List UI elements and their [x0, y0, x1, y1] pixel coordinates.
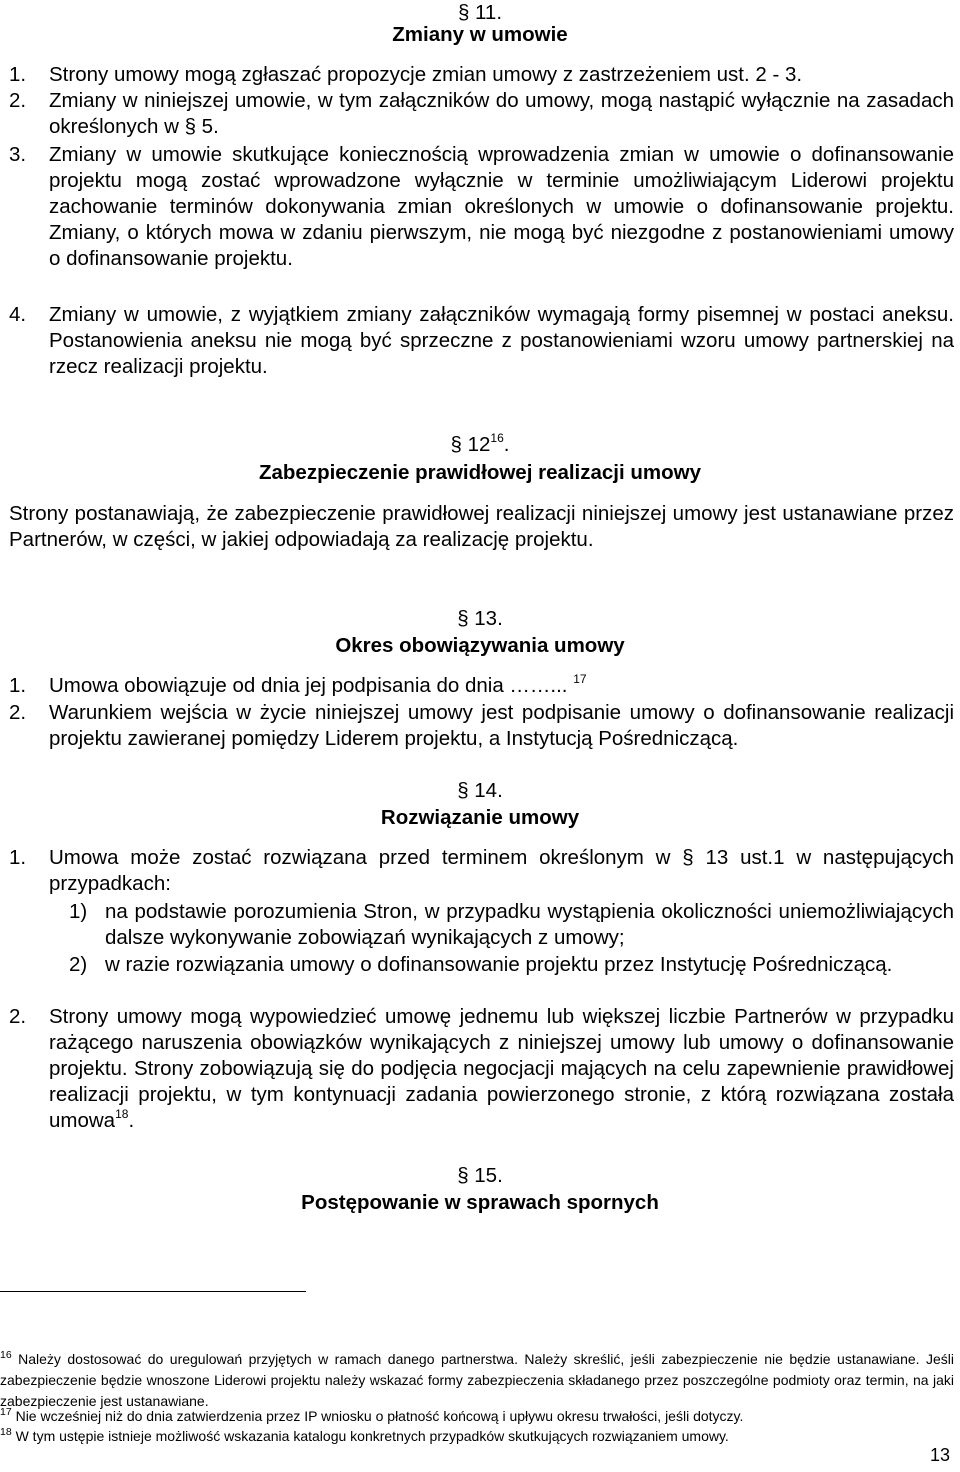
section-14-number: § 14.: [457, 779, 503, 802]
section-11-number: § 11.: [457, 1, 503, 24]
footnote-text: Nie wcześniej niż do dnia zatwierdzenia przez IP wniosku o płatność końcową i upływu okresu trwałości, jeśli dotyczy.: [15, 1408, 744, 1424]
section-12-title: Zabezpieczenie prawidłowej realizacji umowy: [258, 461, 702, 484]
section-13-number: § 13.: [457, 607, 503, 630]
item-number: 1.: [9, 63, 27, 86]
footnote-text: W tym ustępie istnieje możliwość wskazania katalogu konkretnych przypadków skutkujących rozwiązaniem umowy.: [15, 1428, 729, 1444]
item-number: 2.: [9, 89, 27, 112]
item-text: Zmiany w niniejszej umowie, w tym załączników do umowy, mogą nastąpić wyłącznie na zasadach określonych w § 5.: [49, 89, 954, 138]
section-15-title: Postępowanie w sprawach spornych: [301, 1191, 659, 1214]
section-12-number: § $12^{16}$.: [450, 431, 510, 456]
subitem-number: 1): [69, 900, 88, 923]
subitem-text: na podstawie porozumienia Stron, w przypadku wystąpienia okoliczności uniemożliwiających dalsze wykonywanie zobowiązań wynikających z umowy;: [105, 900, 954, 949]
item-text: Umowa może zostać rozwiązana przed terminem określonym w § 13 ust.1 w następujących przypadkach:: [49, 846, 954, 895]
section-15-number: § 15.: [457, 1164, 503, 1187]
item-number: 1.: [9, 674, 27, 697]
s11-item-4: [9, 302, 954, 380]
footnote-ref-18: 18: [115, 1107, 129, 1121]
item-number: 2.: [9, 701, 27, 724]
s13-item-1: [9, 673, 954, 699]
item-number: 4.: [9, 303, 27, 326]
footnote-16: [0, 1349, 954, 1412]
s13-item-2: [9, 700, 954, 752]
s14-subitem-1: [69, 899, 954, 951]
s14-item-1: [9, 845, 954, 897]
section-11-title: Zmiany w umowie: [392, 23, 568, 46]
footnote-18: [0, 1426, 954, 1447]
item-number: 2.: [9, 1005, 27, 1028]
section-13-title: Okres obowiązywania umowy: [335, 634, 625, 657]
s14-item-2: 2. Strony umowy mogą wypowiedzieć umowę jednemu lub większej liczbie Partnerów w przypadku rażącego naruszenia obowiązków wynikających z niniejszej umowy lub umowy o dofinansowanie projektu. Strony zobowiązują się do podjęcia negocjacji mających na celu zapewnienie prawidłowej realizacji projektu, w tym kontynuacji zadania powierzonego stronie, z którą rozwiązana została umowa$^{18}$.: [9, 1005, 954, 1132]
item-text: Strony umowy mogą wypowiedzieć umowę jednemu lub większej liczbie Partnerów w przypadku rażącego naruszenia obowiązków wynikających z niniejszej umowy lub umowy o dofinansowanie projektu. Strony zobowiązują się do podjęcia negocjacji mających na celu zapewnienie prawidłowej realizacji projektu, w tym kontynuacji zadania powierzonego stronie, z którą rozwiązana została umowa: [49, 1005, 954, 1132]
footnote-ref-17: 17: [573, 672, 587, 686]
item-text: Zmiany w umowie, z wyjątkiem zmiany załączników wymagają formy pisemnej w postaci aneksu. Postanowienia aneksu nie mogą być sprzeczne z postanowieniami wzoru umowy partnerskiej na rzecz realizacji projektu.: [49, 303, 954, 378]
page-number: 13: [929, 1445, 950, 1465]
item-text: Strony umowy mogą zgłaszać propozycje zmian umowy z zastrzeżeniem ust. 2 - 3.: [49, 63, 803, 86]
s11-item-1: [9, 62, 954, 88]
subitem-number: 2): [69, 953, 88, 976]
subitem-text: w razie rozwiązania umowy o dofinansowanie projektu przez Instytucję Pośredniczącą.: [105, 953, 893, 976]
footnote-number: 18: [0, 1426, 12, 1438]
s14-subitem-2: [69, 952, 954, 978]
item-number: 3.: [9, 143, 27, 166]
item-text: Umowa obowiązuje od dnia jej podpisania do dnia ……...: [49, 674, 568, 697]
section-12-text: Strony postanawiają, że zabezpieczenie prawidłowej realizacji niniejszej umowy jest ustanawiane przez Partnerów, w części, w jakiej odpowiadają za realizację projektu.: [9, 502, 954, 551]
item-text: Warunkiem wejścia w życie niniejszej umowy jest podpisanie umowy o dofinansowanie realizacji projektu zawieranej pomiędzy Liderem projektu, a Instytucją Pośredniczącą.: [49, 701, 954, 750]
s11-item-3: [9, 142, 954, 272]
footnote-ref-16: 16: [490, 431, 504, 445]
footnote-text: Należy dostosować do uregulowań przyjętych w ramach danego partnerstwa. Należy skreślić, jeśli zabezpieczenie nie będzie ustanawiane. Jeśli zabezpieczenie będzie wnoszone Liderowi projektu należy wskazać formy zabezpieczenia składanego przez poszczególne podmioty oraz termin, na jaki zabezpieczenie jest ustanawiane.: [0, 1351, 955, 1409]
footnote-number: 17: [0, 1406, 12, 1418]
s11-item-2: [9, 88, 954, 140]
footnote-separator: [0, 1291, 306, 1292]
footnote-17: [0, 1406, 954, 1427]
section-14-title: Rozwiązanie umowy: [380, 806, 580, 829]
footnote-number: 16: [0, 1349, 12, 1361]
item-number: 1.: [9, 846, 27, 869]
item-text: Zmiany w umowie skutkujące koniecznością wprowadzenia zmian w umowie o dofinansowanie projektu mogą zostać wprowadzone wyłącznie w terminie umożliwiającym Liderowi projektu zachowanie terminów dokonywania zmian określonych w umowie o dofinansowanie projektu. Zmiany, o których mowa w zdaniu pierwszym, nie mogą być niezgodne z postanowieniami umowy o dofinansowanie projektu.: [49, 143, 954, 270]
